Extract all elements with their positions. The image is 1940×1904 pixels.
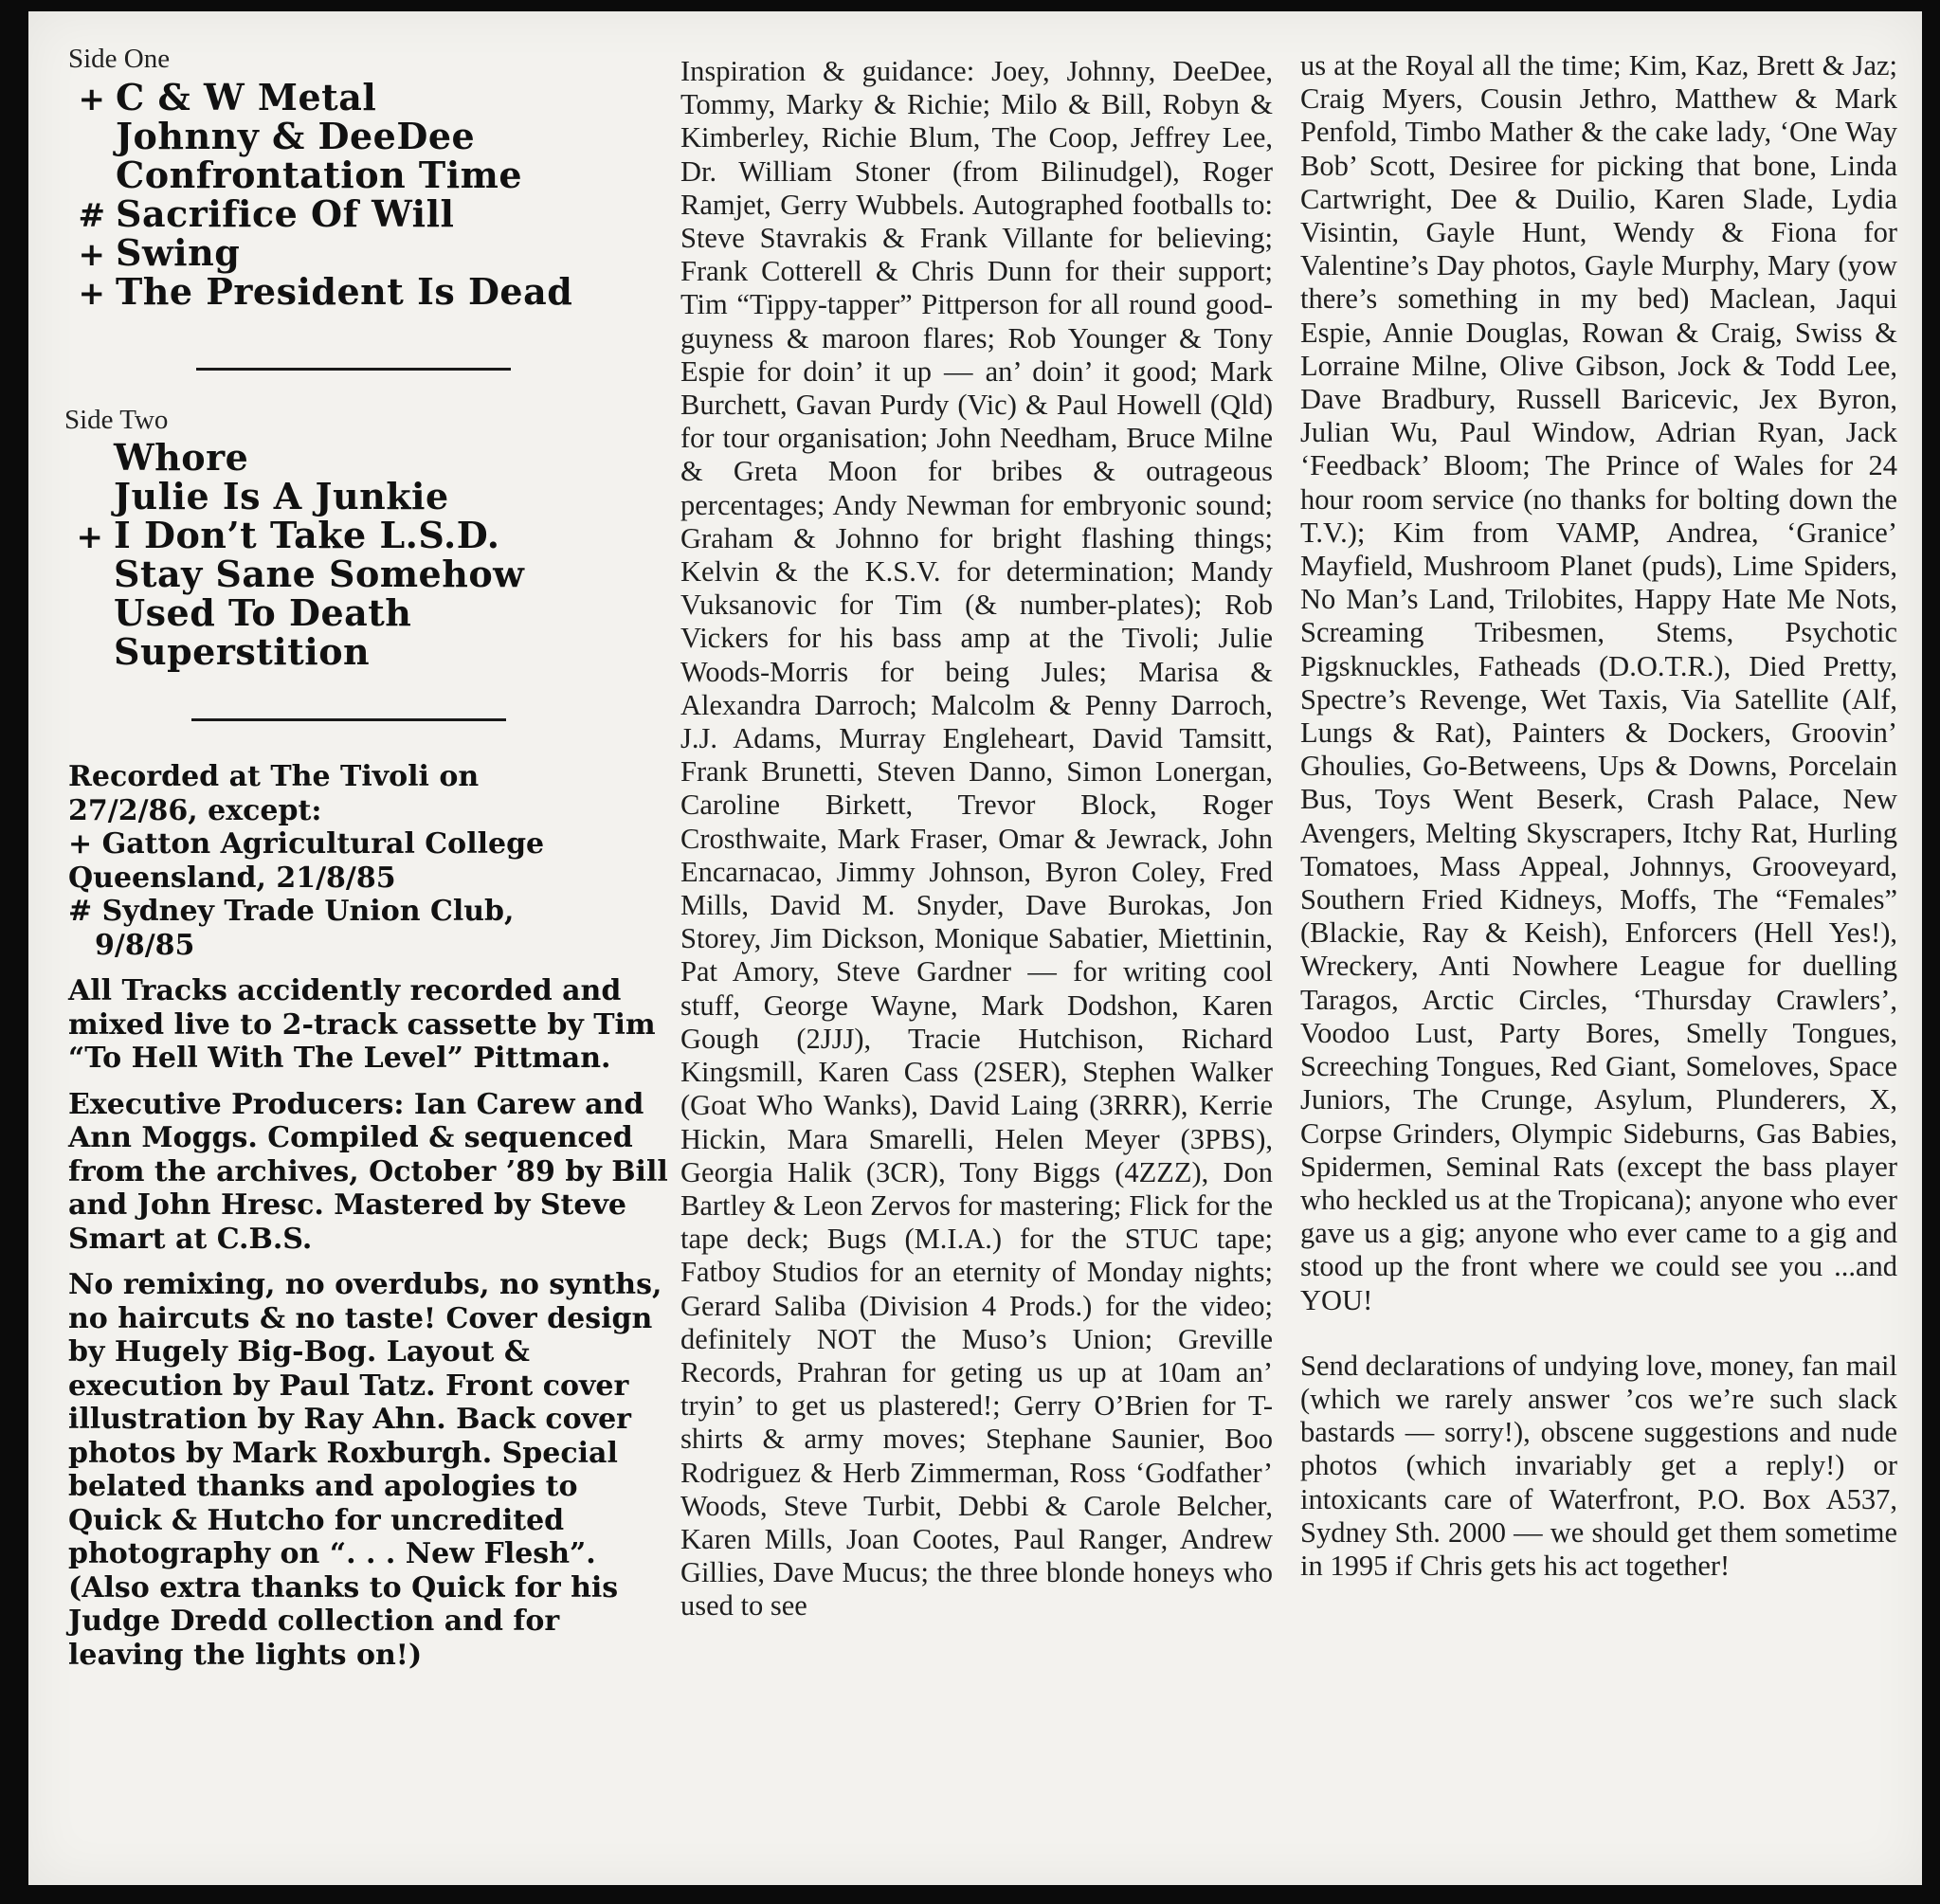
credits-paragraph: All Tracks accidently recorded and mixed live to 2-track cassette by Tim “To Hell With The Level” Pittman.: [68, 974, 656, 1075]
credits-paragraph: Executive Producers: Ian Carew and Ann Moggs. Compiled & sequenced from the archives, October ’89 by Bill and John Hresc. Mastered by Steve Smart at C.B.S.: [68, 1087, 668, 1256]
side-one-tracklist: [68, 78, 675, 311]
record-sleeve-back: [28, 11, 1922, 1885]
track: Johnny & DeeDee: [116, 115, 476, 157]
track: Used To Death: [114, 591, 412, 634]
contact-address: Send declarations of undying love, money, fan mail (which we rarely answer ’cos we’re such slack bastards — sorry!), obscene suggestions and nude photos (which invariably get a reply!) or intoxicants care of Waterfront, P.O. Box A537, Sydney Sth. 2000 — we should get them sometime in 1995 if Chris gets his act together!: [1300, 1349, 1897, 1582]
track: + Swing: [78, 231, 241, 274]
side-two-tracklist: [66, 438, 673, 671]
thanks-text-continued: us at the Royal all the time; Kim, Kaz, Brett & Jaz; Craig Myers, Cousin Jethro, Matthew & Mark Penfold, Timbo Mather & the cake lady, ‘One Way Bob’ Scott, Desiree for picking that bone, Linda Cartwright, Dee & Duilio, Karen Slade, Lydia Visintin, Gayle Hunt, Wendy & Fiona for Valentine’s Day photos, Gayle Murphy, Mary (yow there’s something in my bed) Maclean, Jaqui Espie, Annie Douglas, Rowan & Craig, Swiss & Lorraine Milne, Olive Gibson, Jock & Todd Lee, Dave Bradbury, Russell Baricevic, Jex Byron, Julian Wu, Paul Window, Adrian Ryan, Jack ‘Feedback’ Bloom; The Prince of Wales for 24 hour room service (no thanks for bolting down the T.V.); Kim from VAMP, Andrea, ‘Granice’ Mayfield, Mushroom Planet (puds), Lime Spiders, No Man’s Land, Trilobites, Happy Hate Me Nots, Screaming Tribesmen, Stems, Psychotic Pigsknuckles, Fatheads (D.O.T.R.), Died Pretty, Spectre’s Revenge, Wet Taxis, Via Satellite (Alf, Lungs & Rat), Painters & Dockers, Groovin’ Ghoulies, Go-Betweens, Ups & Downs, Porcelain Bus, Toys Went Beserk, Crash Palace, New Avengers, Melting Skyscrapers, Itchy Rat, Hurling Tomatoes, Mass Appeal, Johnnys, Grooveyard, Southern Fried Kidneys, Moffs, The “Females” (Blackie, Ray & Keish), Enforcers (Hell Yes!), Wreckery, Anti Nowhere League for duelling Taragos, Arctic Circles, ‘Thursday Crawlers’, Voodoo Lust, Party Bores, Smelly Tongues, Screeching Tongues, Red Giant, Someloves, Space Juniors, The Crunge, Asylum, Plunderers, X, Corpse Grinders, Olympic Sideburns, Gas Babies, Spidermen, Seminal Rats (except the bass player who heckled us at the Tropicana); anyone who ever gave us a gig; anyone who ever came to a gig and stood up the front where we could see you ...and YOU!: [1300, 49, 1897, 1316]
side-two-label: Side Two: [64, 405, 169, 435]
credits-paragraph: No remixing, no overdubs, no synths, no haircuts & no taste! Cover design by Hugely Big-Bog. Layout & execution by Paul Tatz. Front cover illustration by Ray Ahn. Back cover photos by Mark Roxburgh. Special belated thanks and apologies to Quick & Hutcho for uncredited photography on “. . . New Flesh”. (Also extra thanks to Quick for his Judge Dredd collection and for leaving the lights on!): [68, 1268, 662, 1672]
divider-rule: [191, 718, 506, 721]
track: Confrontation Time: [116, 154, 523, 196]
thanks-text: Inspiration & guidance: Joey, Johnny, DeeDee, Tommy, Marky & Richie; Milo & Bill, Robyn & Kimberley, Richie Blum, The Coop, Jeffrey Lee, Dr. William Stoner (from Bilinudgel), Roger Ramjet, Gerry Wubbels. Autographed footballs to: Steve Stavrakis & Frank Villante for believing; Frank Cotterell & Chris Dunn for their support; Tim “Tippy-tapper” Pittperson for all round good-guyness & maroon flares; Rob Younger & Tony Espie for doin’ it up — an’ doin’ it good; Mark Burchett, Gavan Purdy (Vic) & Paul Howell (Qld) for tour organisation; John Needham, Bruce Milne & Greta Moon for bribes & outrageous percentages; Andy Newman for embryonic sound; Graham & Johnno for bright flashing things; Kelvin & the K.S.V. for determination; Mandy Vuksanovic for Tim (& number-plates); Rob Vickers for his bass amp at the Tivoli; Julie Woods-Morris for being Jules; Marisa & Alexandra Darroch; Malcolm & Penny Darroch, J.J. Adams, Murray Engleheart, David Tamsitt, Frank Brunetti, Steven Danno, Simon Lonergan, Caroline Birkett, Trevor Block, Roger Crosthwaite, Mark Fraser, Omar & Jewrack, John Encarnacao, Jimmy Johnson, Byron Coley, Fred Mills, David M. Snyder, Dave Burokas, Jon Storey, Jim Dickson, Monique Sabatier, Miettinin, Pat Amory, Steve Gardner — for writing cool stuff, George Wayne, Mark Dodshon, Karen Gough (2JJJ), Tracie Hutchison, Richard Kingsmill, Karen Cass (2SER), Stephen Walker (Goat Who Wanks), David Laing (3RRR), Kerrie Hickin, Mara Smarelli, Helen Meyer (3PBS), Georgia Halik (3CR), Tony Biggs (4ZZZ), Don Bartley & Leon Zervos for mastering; Flick for the tape deck; Bugs (M.I.A.) for the STUC tape; Fatboy Studios for an eternity of Monday nights; Gerard Saliba (Division 4 Prods.) for the video; definitely NOT the Muso’s Union; Greville Records, Prahran for geting us up at 10am an’ tryin’ to get us plastered!; Gerry O’Brien for T-shirts & army moves; Stephane Saunier, Boo Rodriguez & Herb Zimmerman, Ross ‘Godfather’ Woods, Steve Turbit, Debbi & Carole Belcher, Karen Mills, Joan Cootes, Paul Ranger, Andrew Gillies, Dave Mucus; the three blonde honeys who used to see: [680, 55, 1273, 1623]
recording-credits: [68, 760, 675, 1684]
divider-rule: [196, 368, 511, 371]
recording-info: Recorded at The Tivoli on 27/2/86, except: + Gatton Agricultural College Queensland, 21/8/85 # Sydney Trade Union Club, 9/8/85: [68, 760, 545, 962]
track: Superstition: [114, 630, 371, 673]
track: + C & W Metal: [78, 76, 377, 118]
track: + The President Is Dead: [78, 270, 573, 313]
track: # Sacrifice Of Will: [78, 192, 455, 235]
side-one-label: Side One: [68, 44, 171, 74]
track: Stay Sane Somehow: [114, 553, 525, 595]
right-column-thanks: [1300, 49, 1897, 1583]
track: Whore: [114, 436, 249, 479]
track: + I Don’t Take L.S.D.: [76, 514, 500, 556]
middle-column-thanks: [680, 55, 1273, 1623]
track: Julie Is A Junkie: [114, 475, 449, 517]
